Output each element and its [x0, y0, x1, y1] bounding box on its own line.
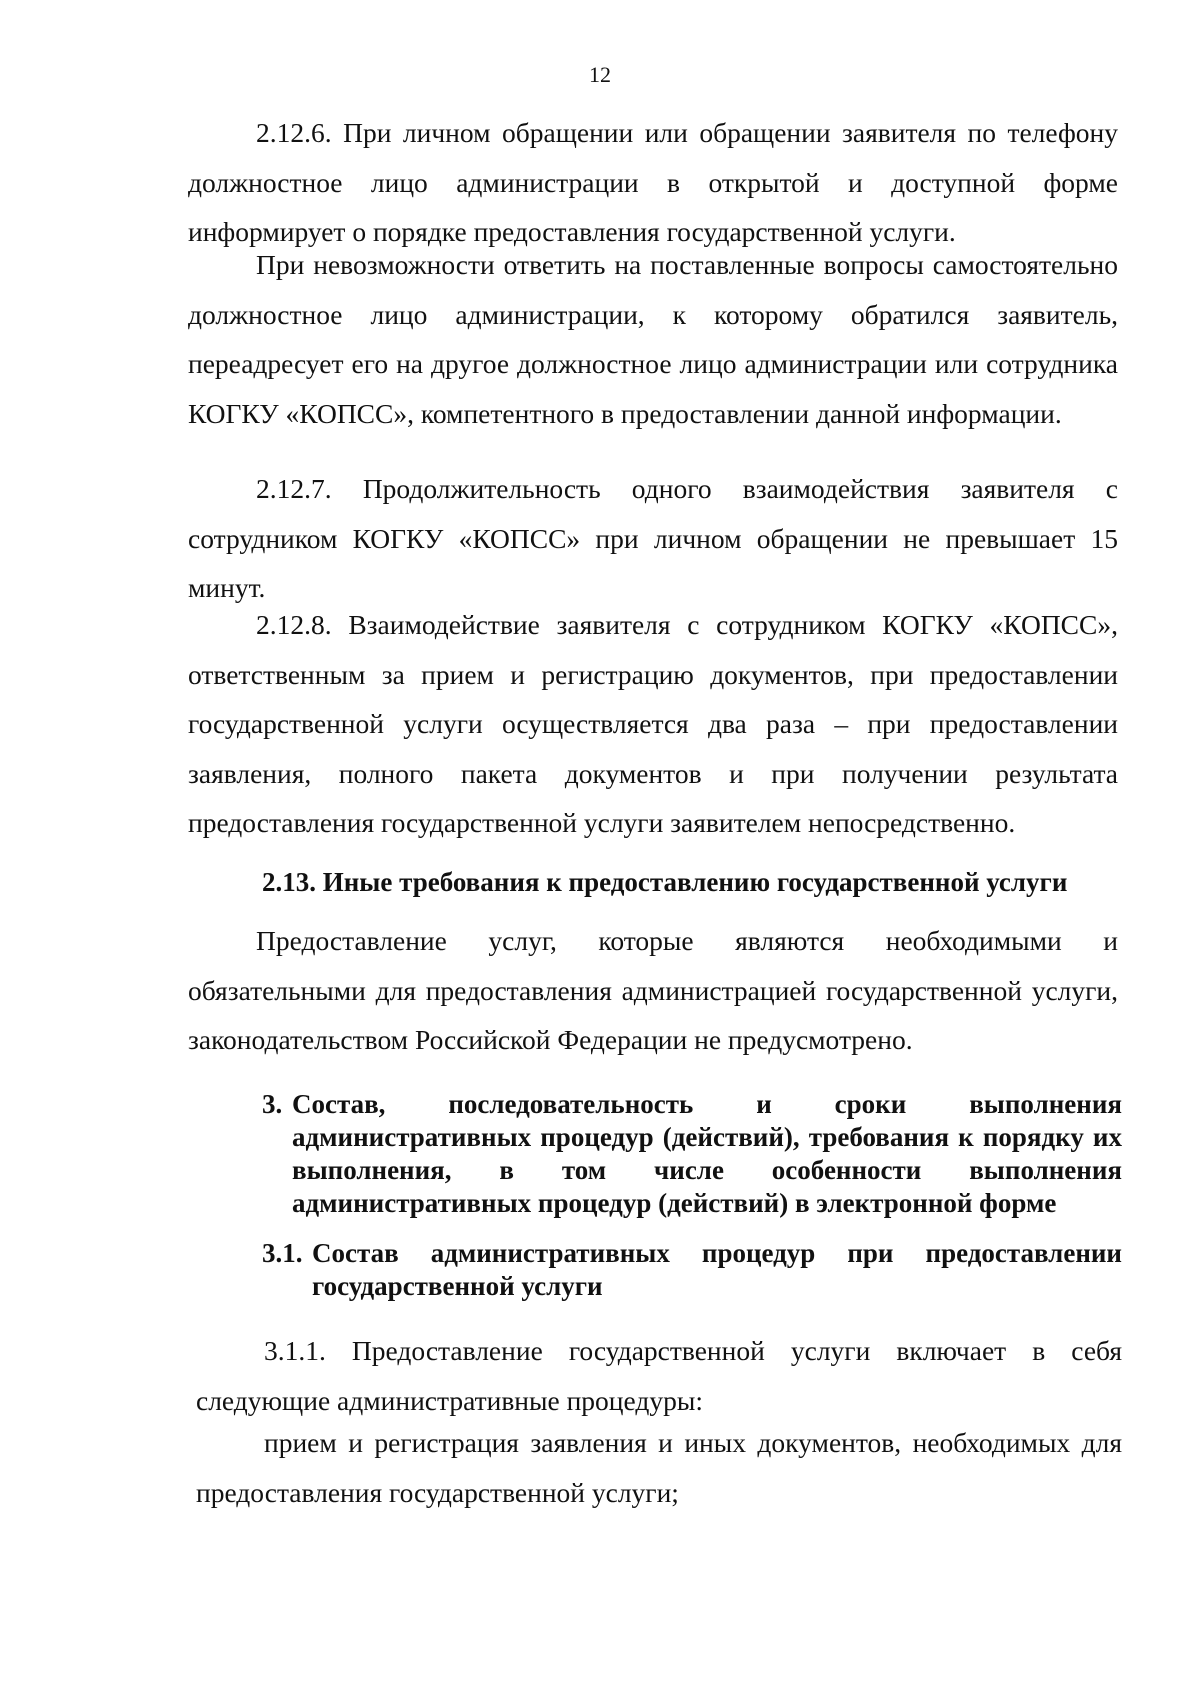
paragraph-2-13 [188, 916, 1118, 1065]
paragraph-text: 2.12.7. Продолжительность одного взаимодействия заявителя с сотрудником КОГКУ «КОПСС» при личном обращении не превышает 15 минут. [188, 473, 1118, 603]
heading-text: Состав, последовательность и сроки выполнения административных процедур (действий), требования к порядку их выполнения, в том числе особенности выполнения административных процедур (действий) в электронной форме [292, 1089, 1122, 1218]
paragraph-text: 2.12.6. При личном обращении или обращении заявителя по телефону должностное лицо администрации в открытой и доступной форме информирует о порядке предоставления государственной услуги. [188, 117, 1118, 247]
paragraph-text: При невозможности ответить на поставленные вопросы самостоятельно должностное лицо администрации, к которому обратился заявитель, переадресует его на другое должностное лицо администрации или сотрудника КОГКУ «КОПСС», компетентного в предоставлении данной информации. [188, 249, 1118, 429]
paragraph-text: Предоставление услуг, которые являются необходимыми и обязательными для предоставления администрацией государственной услуги, законодательством Российской Федерации не предусмотрено. [188, 925, 1118, 1055]
paragraph-2-12-8 [188, 600, 1118, 848]
heading-text: 2.13. Иные требования к предоставлению государственной услуги [262, 867, 1068, 897]
paragraph-2-12-6 [188, 108, 1118, 257]
section-heading-3-1 [262, 1237, 1122, 1303]
paragraph-no-answer [188, 240, 1118, 438]
paragraph-text: 3.1.1. Предоставление государственной услуги включает в себя следующие административные процедуры: [196, 1335, 1122, 1416]
paragraph-3-1-1 [196, 1326, 1122, 1425]
heading-number: 3.1. [262, 1238, 303, 1268]
paragraph-text: прием и регистрация заявления и иных документов, необходимых для предоставления государственной услуги; [196, 1427, 1122, 1508]
heading-number: 3. [262, 1089, 283, 1119]
page-number: 12 [589, 62, 611, 87]
paragraph-procedure-1 [196, 1418, 1122, 1517]
paragraph-text: 2.12.8. Взаимодействие заявителя с сотрудником КОГКУ «КОПСС», ответственным за прием и регистрацию документов, при предоставлении государственной услуги осуществляется два раза – при предоставлении заявления, полного пакета документов и при получении результата предоставления государственной услуги заявителем непосредственно. [188, 609, 1118, 838]
section-heading-3 [262, 1088, 1122, 1220]
heading-text: Состав административных процедур при предоставлении государственной услуги [312, 1238, 1122, 1301]
paragraph-2-12-7 [188, 464, 1118, 613]
section-heading-2-13 [262, 866, 1102, 899]
